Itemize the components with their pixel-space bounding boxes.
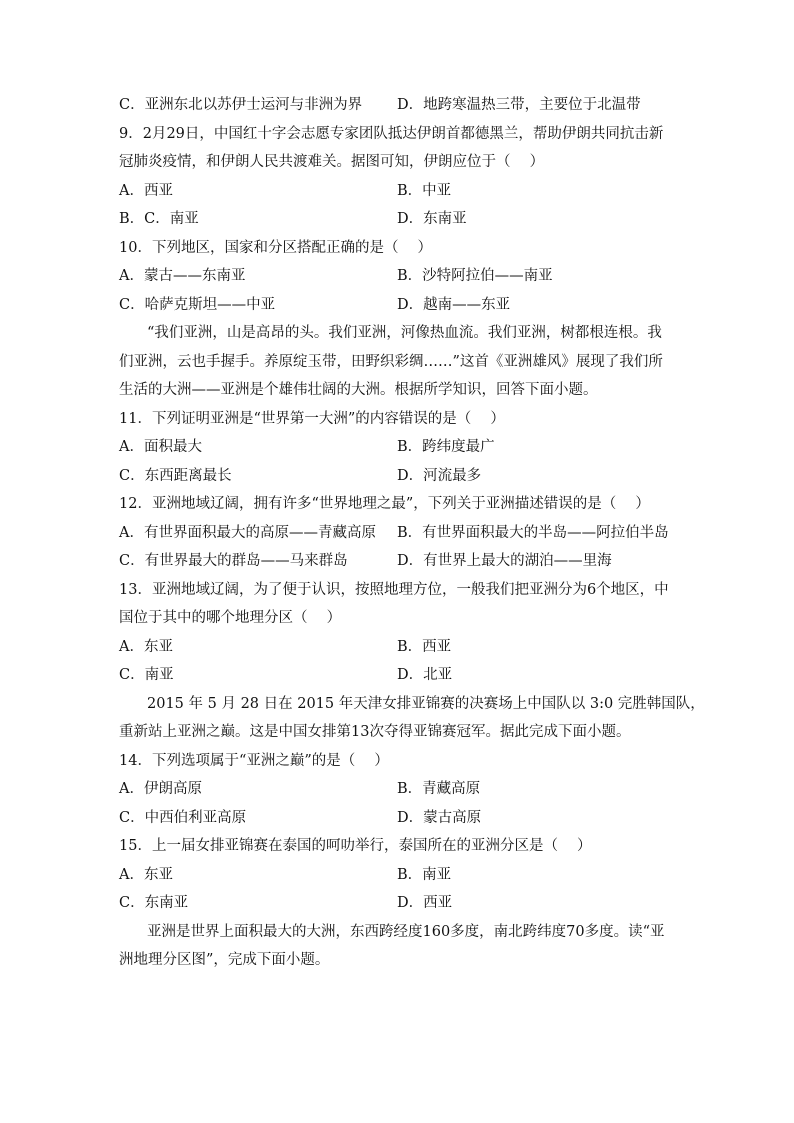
question-text: 冠肺炎疫情，和伊朗人民共渡难关。据图可知，伊朗应位于（ ） <box>119 154 545 170</box>
option-a: A．东亚 <box>119 867 173 883</box>
option-a: A．蒙古——东南亚 <box>119 268 246 284</box>
option-b: B．有世界面积最大的半岛——阿拉伯半岛 <box>397 525 669 541</box>
option-a: A．东亚 <box>119 639 173 655</box>
option-a: A．伊朗高原 <box>119 781 202 797</box>
option-a: C．南亚 <box>119 667 174 683</box>
option-b: B．沙特阿拉伯——南亚 <box>397 268 553 284</box>
option-b: D．东南亚 <box>397 211 467 227</box>
passage-text: 生活的大洲——亚洲是个雄伟壮阔的大洲。根据所学知识，回答下面小题。 <box>119 382 598 398</box>
question-text: 14．下列选项属于“亚洲之巅”的是（ ） <box>119 753 389 769</box>
question-text: 国位于其中的哪个地理分区（ ） <box>119 610 342 626</box>
option-b: B．南亚 <box>397 867 452 883</box>
option-b: D．蒙古高原 <box>397 810 482 826</box>
passage-text: 2015 年 5 月 28 日在 2015 年天津女排亚锦赛的决赛场上中国队以 3:0 完胜韩国队， <box>147 696 705 712</box>
passage-text: 重新站上亚洲之巅。这是中国女排第13次夺得亚锦赛冠军。据此完成下面小题。 <box>119 724 631 740</box>
option-b: D．越南——东亚 <box>397 297 511 313</box>
option-b: D．有世界上最大的湖泊——里海 <box>397 553 612 569</box>
option-b: D．河流最多 <box>397 468 482 484</box>
question-text: 9．2月29日，中国红十字会志愿专家团队抵达伊朗首都德黑兰，帮助伊朗共同抗击新 <box>119 126 664 142</box>
option-b: B．中亚 <box>397 183 452 199</box>
option-b: D．北亚 <box>397 667 453 683</box>
option-a: C．哈萨克斯坦——中亚 <box>119 297 276 313</box>
question-text: 15．上一届女排亚锦赛在泰国的呵叻举行，泰国所在的亚洲分区是（ ） <box>119 838 592 854</box>
option-a: C．中西伯利亚高原 <box>119 810 247 826</box>
question-text: 10．下列地区，国家和分区搭配正确的是（ ） <box>119 240 433 256</box>
option-a: A．西亚 <box>119 183 173 199</box>
question-text: 11．下列证明亚洲是“世界第一大洲”的内容错误的是（ ） <box>119 411 505 427</box>
option-a: C．亚洲东北以苏伊士运河与非洲为界 <box>119 97 363 113</box>
option-b: B．西亚 <box>397 639 452 655</box>
question-text: 13．亚洲地域辽阔，为了便于认识，按照地理方位，一般我们把亚洲分为6个地区，中 <box>119 582 669 598</box>
passage-text: 们亚洲，云也手握手。养原绽玉带，田野织彩绸……”这首《亚洲雄风》展现了我们所 <box>119 354 663 370</box>
option-a: B．C．南亚 <box>119 211 199 227</box>
question-text: 12．亚洲地域辽阔，拥有许多“世界地理之最”，下列关于亚洲描述错误的是（ ） <box>119 496 650 512</box>
option-a: C．东西距离最长 <box>119 468 232 484</box>
option-a: C．东南亚 <box>119 895 189 911</box>
option-a: A．面积最大 <box>119 439 202 455</box>
option-b: B．青藏高原 <box>397 781 481 797</box>
passage-text: 亚洲是世界上面积最大的大洲，东西跨经度160多度，南北跨纬度70多度。读“亚 <box>147 924 665 940</box>
option-a: C．有世界最大的群岛——马来群岛 <box>119 553 348 569</box>
option-b: D．西亚 <box>397 895 453 911</box>
option-b: D．地跨寒温热三带，主要位于北温带 <box>397 97 641 113</box>
passage-text: “我们亚洲，山是高昂的头。我们亚洲，河像热血流。我们亚洲，树都根连根。我 <box>147 325 662 341</box>
passage-text: 洲地理分区图”，完成下面小题。 <box>119 952 330 968</box>
option-b: B．跨纬度最广 <box>397 439 495 455</box>
option-a: A．有世界面积最大的高原——青藏高原 <box>119 525 376 541</box>
